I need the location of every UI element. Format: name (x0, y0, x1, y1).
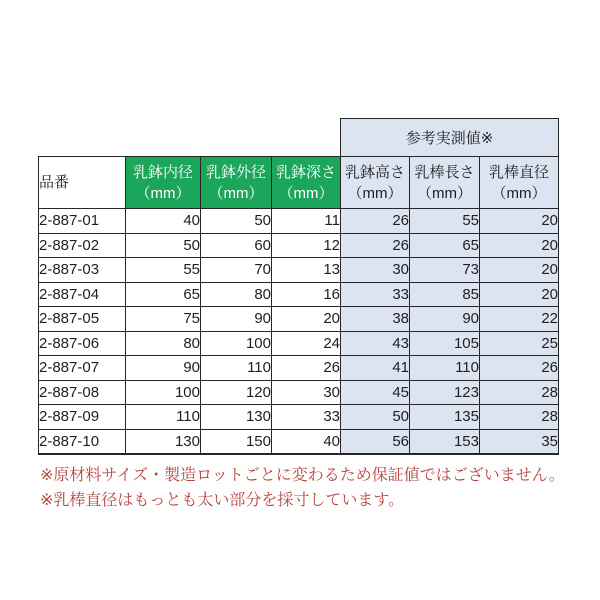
col-header-label: 乳棒長さ (414, 163, 475, 181)
value-cell: 100 (126, 380, 201, 405)
col-header-mortar-inner-diameter (126, 157, 201, 209)
col-header-pestle-diameter (480, 157, 559, 209)
value-cell: 30 (272, 380, 341, 405)
product-code-cell: 2-887-08 (39, 380, 126, 405)
value-cell: 28 (480, 380, 559, 405)
value-cell: 20 (480, 258, 559, 283)
value-cell: 26 (272, 356, 341, 381)
value-cell: 13 (272, 258, 341, 283)
value-cell: 26 (341, 209, 410, 234)
value-cell: 26 (341, 233, 410, 258)
value-cell: 130 (201, 405, 272, 430)
product-code-cell: 2-887-05 (39, 307, 126, 332)
value-cell: 28 (480, 405, 559, 430)
value-cell: 135 (410, 405, 480, 430)
table-body (39, 209, 559, 454)
product-spec-table (38, 118, 559, 455)
col-header-label: 乳鉢内径 (132, 163, 193, 181)
value-cell: 85 (410, 282, 480, 307)
value-cell: 16 (272, 282, 341, 307)
value-cell: 20 (480, 233, 559, 258)
product-code-cell: 2-887-01 (39, 209, 126, 234)
value-cell: 56 (341, 429, 410, 454)
column-header-row (39, 157, 559, 209)
value-cell: 30 (341, 258, 410, 283)
value-cell: 130 (126, 429, 201, 454)
value-cell: 50 (341, 405, 410, 430)
table-row (39, 233, 559, 258)
table-row (39, 429, 559, 454)
value-cell: 153 (410, 429, 480, 454)
product-code-cell: 2-887-10 (39, 429, 126, 454)
value-cell: 40 (272, 429, 341, 454)
value-cell: 110 (201, 356, 272, 381)
value-cell: 110 (410, 356, 480, 381)
value-cell: 110 (126, 405, 201, 430)
value-cell: 26 (480, 356, 559, 381)
table-row (39, 356, 559, 381)
value-cell: 65 (126, 282, 201, 307)
col-header-mortar-depth (272, 157, 341, 209)
value-cell: 60 (201, 233, 272, 258)
table-row (39, 380, 559, 405)
col-header-unit: （mm） (278, 184, 334, 202)
product-code-cell: 2-887-06 (39, 331, 126, 356)
spacer-cell (39, 119, 341, 157)
value-cell: 80 (126, 331, 201, 356)
col-header-product-number (39, 157, 126, 209)
value-cell: 120 (201, 380, 272, 405)
table-row (39, 258, 559, 283)
col-header-unit: （mm） (347, 184, 403, 202)
value-cell: 35 (480, 429, 559, 454)
value-cell: 90 (201, 307, 272, 332)
value-cell: 90 (126, 356, 201, 381)
value-cell: 25 (480, 331, 559, 356)
footnote-line: ※原材料サイズ・製造ロットごとに変わるため保証値ではございません。 (40, 467, 565, 484)
table-row (39, 209, 559, 234)
value-cell: 80 (201, 282, 272, 307)
value-cell: 50 (201, 209, 272, 234)
value-cell: 55 (410, 209, 480, 234)
value-cell: 33 (272, 405, 341, 430)
col-header-unit: （mm） (417, 184, 472, 202)
table-row (39, 282, 559, 307)
table-row (39, 307, 559, 332)
table-row (39, 331, 559, 356)
product-code-cell: 2-887-04 (39, 282, 126, 307)
product-code-cell: 2-887-03 (39, 258, 126, 283)
value-cell: 65 (410, 233, 480, 258)
product-code-cell: 2-887-02 (39, 233, 126, 258)
value-cell: 20 (480, 209, 559, 234)
col-header-label: 乳棒直径 (488, 163, 549, 181)
table-row (39, 405, 559, 430)
value-cell: 11 (272, 209, 341, 234)
col-header-pestle-length (410, 157, 480, 209)
col-header-unit: （mm） (208, 184, 264, 202)
value-cell: 22 (480, 307, 559, 332)
value-cell: 55 (126, 258, 201, 283)
value-cell: 41 (341, 356, 410, 381)
value-cell: 123 (410, 380, 480, 405)
value-cell: 50 (126, 233, 201, 258)
value-cell: 24 (272, 331, 341, 356)
value-cell: 45 (341, 380, 410, 405)
group-header-row (39, 119, 559, 157)
product-code-cell: 2-887-07 (39, 356, 126, 381)
footnote-line: ※乳棒直径はもっとも太い部分を採寸しています。 (40, 492, 405, 509)
value-cell: 75 (126, 307, 201, 332)
value-cell: 90 (410, 307, 480, 332)
col-header-unit: （mm） (135, 184, 191, 202)
col-header-label: 乳鉢高さ (344, 163, 405, 181)
value-cell: 73 (410, 258, 480, 283)
value-cell: 40 (126, 209, 201, 234)
col-header-label: 乳鉢外径 (205, 163, 266, 181)
col-header-label: 乳鉢深さ (275, 163, 336, 181)
col-header-mortar-height (341, 157, 410, 209)
value-cell: 12 (272, 233, 341, 258)
col-header-mortar-outer-diameter (201, 157, 272, 209)
col-header-label: 品番 (39, 174, 70, 191)
value-cell: 150 (201, 429, 272, 454)
value-cell: 20 (272, 307, 341, 332)
value-cell: 20 (480, 282, 559, 307)
value-cell: 70 (201, 258, 272, 283)
value-cell: 43 (341, 331, 410, 356)
value-cell: 100 (201, 331, 272, 356)
value-cell: 38 (341, 307, 410, 332)
value-cell: 105 (410, 331, 480, 356)
value-cell: 33 (341, 282, 410, 307)
col-header-unit: （mm） (491, 184, 547, 202)
footnotes (40, 463, 565, 513)
product-code-cell: 2-887-09 (39, 405, 126, 430)
reference-values-group-header: 参考実測値※ (341, 119, 559, 157)
